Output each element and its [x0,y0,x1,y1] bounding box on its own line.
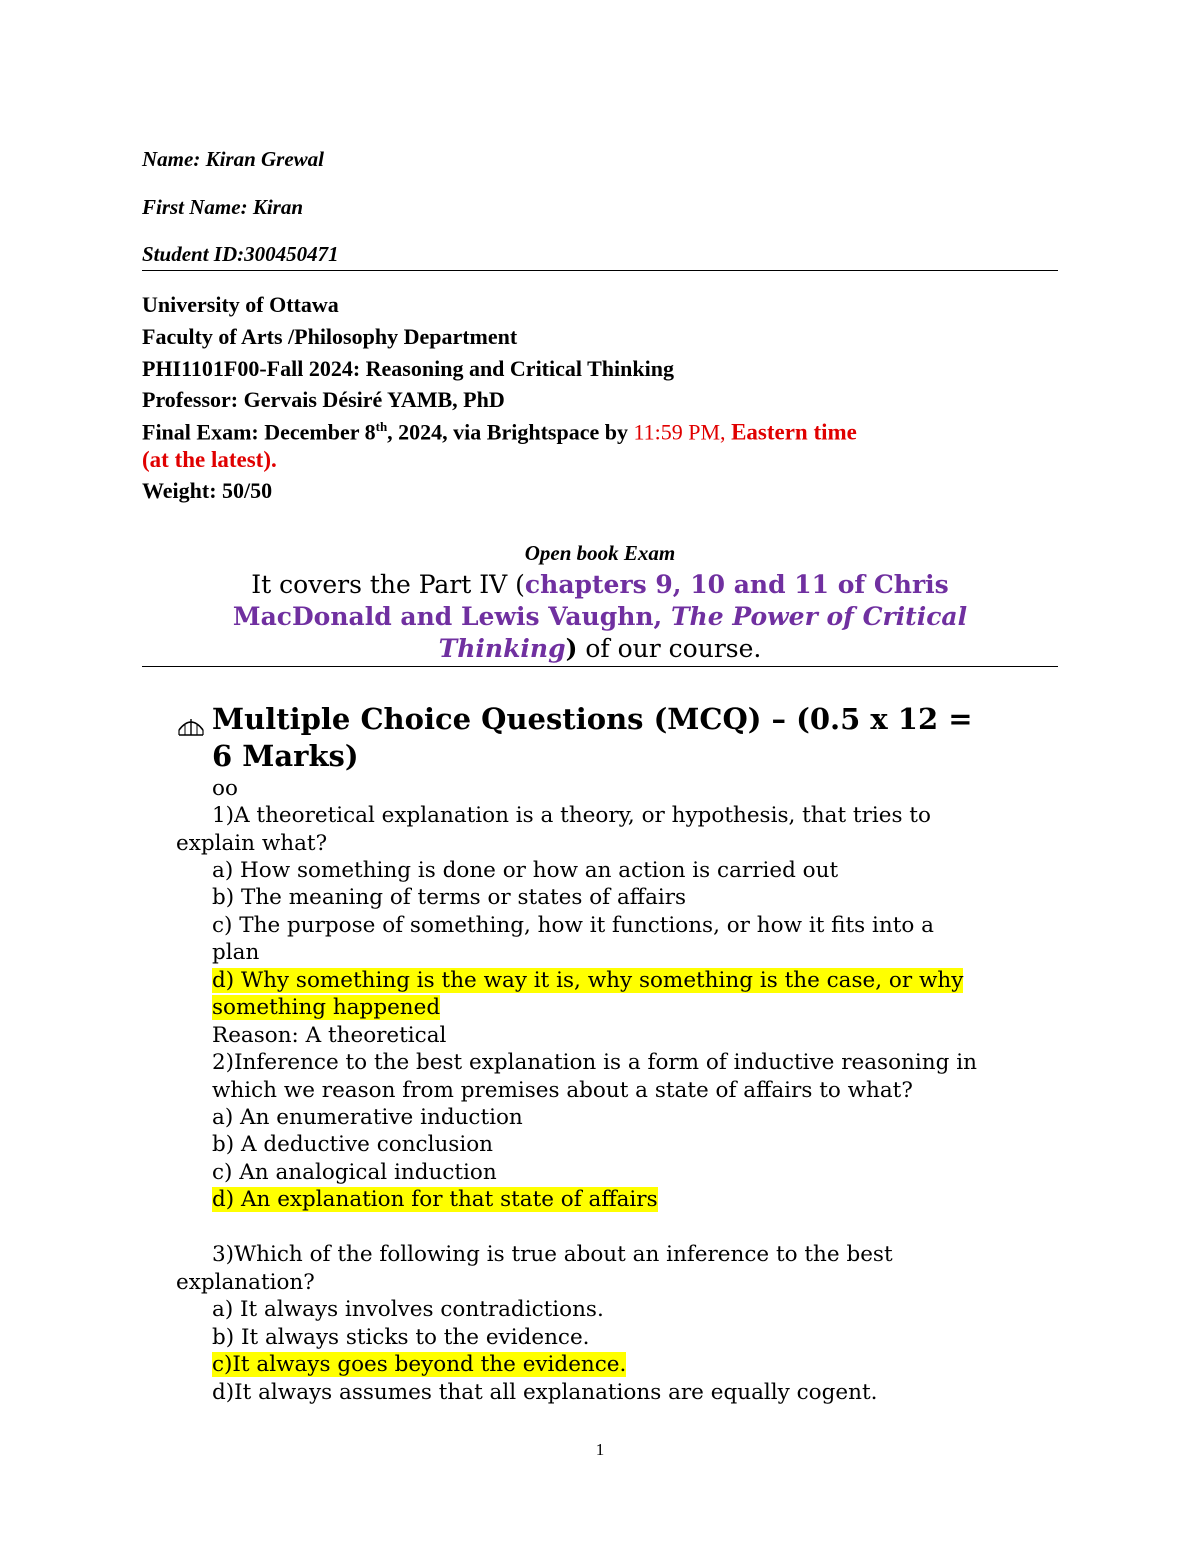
final-exam-sup: th [375,419,388,434]
q3-answer-highlight: c)It always goes beyond the evidence. [212,1352,627,1377]
final-exam-line [142,419,857,445]
q3-option-d: d)It always assumes that all explanations are equally cogent. [212,1380,878,1405]
open-book-title: Open book Exam [524,541,676,565]
faculty: Faculty of Arts /Philosophy Department [142,324,518,349]
q1-reason: Reason: A theoretical [212,1023,447,1048]
q1-option-a: a) How something is done or how an action is carried out [212,858,839,883]
final-exam-prefix: Final Exam: December 8 [142,419,376,445]
covers-chapters: chapters 9, 10 and 11 of Chris [524,570,949,599]
book-icon [176,710,206,740]
final-exam-latest: (at the latest). [142,447,277,472]
covers-authors: MacDonald and Lewis Vaughn, [232,602,671,631]
q1-answer-highlight: d) Why something is the way it is, why something is the case, or why [212,968,964,993]
q2-option-c: c) An analogical induction [212,1160,497,1185]
covers-prefix: It covers the Part IV ( [251,570,525,599]
q3-option-b: b) It always sticks to the evidence. [212,1325,590,1350]
professor: Professor: Gervais Désiré YAMB, PhD [142,387,505,412]
weight: Weight: 50/50 [142,478,273,503]
covers-book-title-cont: Thinking [438,634,566,663]
q2-text-cont: which we reason from premises about a state of affairs to what? [212,1078,913,1103]
student-first-name: First Name: Kiran [142,195,304,219]
university: University of Ottawa [142,292,339,317]
student-id: Student ID:300450471 [142,242,339,266]
page-number: 1 [595,1440,605,1459]
q3-text-cont: explanation? [176,1270,315,1295]
final-exam-time: 11:59 PM, [633,419,732,445]
header-rule [142,270,1058,271]
q1-option-d-cont [212,995,440,1020]
q2-option-a: a) An enumerative induction [212,1105,523,1130]
final-exam-mid: , 2024, via Brightspace by [387,419,634,445]
mcq-title [212,701,973,775]
covers-paragraph [142,569,1058,665]
course-title: PHI1101F00-Fall 2024: Reasoning and Critical Thinking [142,356,674,381]
section-rule [142,666,1058,667]
q3-option-a: a) It always involves contradictions. [212,1297,604,1322]
mcq-title-line1: Multiple Choice Questions (MCQ) – (0.5 x 12 = [212,702,973,736]
final-exam-eastern: Eastern time [731,419,857,445]
q1-answer-highlight-cont: something happened [212,995,441,1020]
q2-option-d [212,1187,658,1212]
student-name: Name: Kiran Grewal [142,147,325,171]
q2-answer-highlight: d) An explanation for that state of affairs [212,1187,658,1212]
q2-text: 2)Inference to the best explanation is a form of inductive reasoning in [212,1050,977,1075]
q1-text-cont: explain what? [176,831,328,856]
q3-option-c [212,1352,626,1377]
q1-text: 1)A theoretical explanation is a theory, or hypothesis, that tries to [212,803,931,828]
q1-option-d [212,968,963,993]
covers-close-paren: ) [565,634,578,663]
covers-book-title: The Power of Critical [670,602,968,631]
mcq-title-line2: 6 Marks) [212,739,359,773]
covers-suffix: of our course. [577,634,762,663]
q3-text: 3)Which of the following is true about an inference to the best [212,1242,893,1267]
q1-option-c-cont: plan [212,940,260,965]
q2-option-b: b) A deductive conclusion [212,1132,494,1157]
q1-option-c: c) The purpose of something, how it functions, or how it fits into a [212,913,934,938]
stray-text: oo [212,776,238,801]
q1-option-b: b) The meaning of terms or states of affairs [212,885,687,910]
